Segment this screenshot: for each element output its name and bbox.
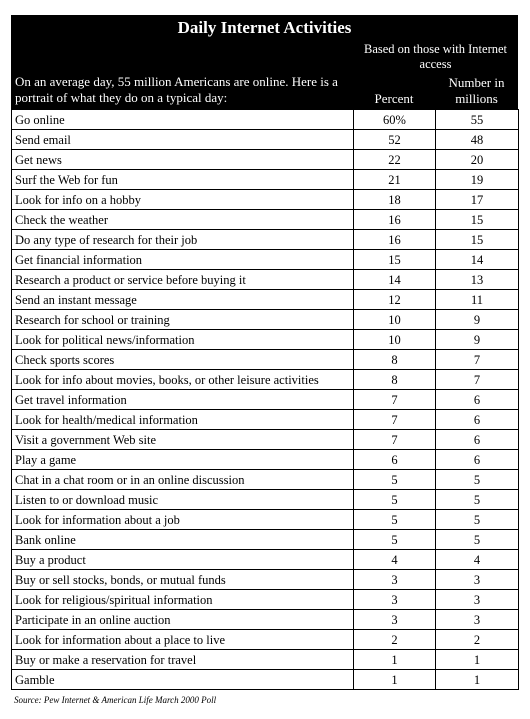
activity-cell: Visit a government Web site [12,430,354,450]
activity-cell: Do any type of research for their job [12,230,354,250]
number-cell: 9 [436,310,519,330]
table-row [12,250,519,270]
table-row [12,110,519,130]
percent-cell: 3 [354,570,436,590]
activity-cell: Check sports scores [12,350,354,370]
table-row [12,290,519,310]
column-header-row [11,74,518,109]
percent-cell: 3 [354,590,436,610]
activity-cell: Look for religious/spiritual information [12,590,354,610]
activity-cell: Participate in an online auction [12,610,354,630]
activity-cell: Buy a product [12,550,354,570]
table-header [11,15,518,109]
table-row [12,550,519,570]
table-row [12,390,519,410]
table-row [12,210,519,230]
activities-table-panel [11,15,518,690]
activity-cell: Listen to or download music [12,490,354,510]
table-row [12,630,519,650]
number-cell: 3 [436,570,519,590]
percent-cell: 7 [354,410,436,430]
percent-cell: 8 [354,350,436,370]
percent-cell: 5 [354,510,436,530]
activity-cell: Get travel information [12,390,354,410]
activity-cell: Bank online [12,530,354,550]
activity-cell: Research for school or training [12,310,354,330]
percent-cell: 10 [354,330,436,350]
table-row [12,230,519,250]
percent-cell: 6 [354,450,436,470]
activity-cell: Surf the Web for fun [12,170,354,190]
number-cell: 5 [436,530,519,550]
table-row [12,510,519,530]
table-row [12,310,519,330]
percent-cell: 7 [354,390,436,410]
source-note: Source: Pew Internet & American Life March 2000 Poll [14,695,217,705]
percent-cell: 52 [354,130,436,150]
number-cell: 6 [436,430,519,450]
percent-cell: 5 [354,490,436,510]
number-cell: 5 [436,510,519,530]
table-row [12,370,519,390]
table-row [12,270,519,290]
number-cell: 3 [436,590,519,610]
percent-cell: 8 [354,370,436,390]
table-row [12,350,519,370]
percent-cell: 10 [354,310,436,330]
activity-cell: Buy or sell stocks, bonds, or mutual funds [12,570,354,590]
table-row [12,190,519,210]
table-row [12,670,519,690]
number-cell: 11 [436,290,519,310]
percent-cell: 21 [354,170,436,190]
access-label: Based on those with Internet access [363,42,508,71]
table-row [12,170,519,190]
number-cell: 20 [436,150,519,170]
table-row [12,470,519,490]
number-cell: 17 [436,190,519,210]
table-row [12,410,519,430]
activity-cell: Look for information about a job [12,510,354,530]
number-cell: 4 [436,550,519,570]
number-cell: 6 [436,390,519,410]
number-cell: 5 [436,490,519,510]
subheader-row [11,40,518,74]
activity-cell: Look for info on a hobby [12,190,354,210]
activity-cell: Send an instant message [12,290,354,310]
number-cell: 15 [436,230,519,250]
table-row [12,430,519,450]
table-row [12,330,519,350]
activities-table-body [12,110,519,690]
percent-cell: 1 [354,650,436,670]
number-cell: 2 [436,630,519,650]
table-row [12,610,519,630]
percent-cell: 7 [354,430,436,450]
activity-cell: Look for health/medical information [12,410,354,430]
percent-cell: 5 [354,530,436,550]
table-row [12,530,519,550]
table-row [12,490,519,510]
page-title: Daily Internet Activities [177,18,352,37]
percent-cell: 15 [354,250,436,270]
number-cell: 6 [436,410,519,430]
percent-cell: 16 [354,210,436,230]
number-cell: 15 [436,210,519,230]
activity-cell: Gamble [12,670,354,690]
percent-cell: 12 [354,290,436,310]
intro-text: On an average day, 55 million Americans are online. Here is a portrait of what they do on a typical day: [15,74,338,105]
number-cell: 14 [436,250,519,270]
percent-cell: 5 [354,470,436,490]
activity-cell: Buy or make a reservation for travel [12,650,354,670]
number-cell: 6 [436,450,519,470]
number-cell: 13 [436,270,519,290]
activity-cell: Check the weather [12,210,354,230]
activity-cell: Chat in a chat room or in an online discussion [12,470,354,490]
percent-cell: 2 [354,630,436,650]
percent-cell: 4 [354,550,436,570]
percent-cell: 3 [354,610,436,630]
table-row [12,590,519,610]
activity-cell: Play a game [12,450,354,470]
table-row [12,570,519,590]
table-row [12,650,519,670]
activity-cell: Look for political news/information [12,330,354,350]
number-cell: 55 [436,110,519,130]
percent-cell: 18 [354,190,436,210]
table-row [12,130,519,150]
activity-cell: Send email [12,130,354,150]
activity-cell: Look for information about a place to live [12,630,354,650]
number-cell: 1 [436,670,519,690]
table-row [12,450,519,470]
number-cell: 9 [436,330,519,350]
activity-cell: Get financial information [12,250,354,270]
percent-cell: 16 [354,230,436,250]
activity-cell: Look for info about movies, books, or other leisure activities [12,370,354,390]
number-column-header: Number in millions [448,75,505,106]
percent-cell: 14 [354,270,436,290]
number-cell: 1 [436,650,519,670]
table-row [12,150,519,170]
number-cell: 19 [436,170,519,190]
number-cell: 7 [436,350,519,370]
percent-cell: 22 [354,150,436,170]
number-cell: 5 [436,470,519,490]
percent-cell: 1 [354,670,436,690]
activity-cell: Get news [12,150,354,170]
percent-column-header: Percent [374,91,414,106]
percent-cell: 60% [354,110,436,130]
number-cell: 7 [436,370,519,390]
activity-cell: Research a product or service before buying it [12,270,354,290]
number-cell: 48 [436,130,519,150]
activity-cell: Go online [12,110,354,130]
number-cell: 3 [436,610,519,630]
activities-table [11,109,519,690]
